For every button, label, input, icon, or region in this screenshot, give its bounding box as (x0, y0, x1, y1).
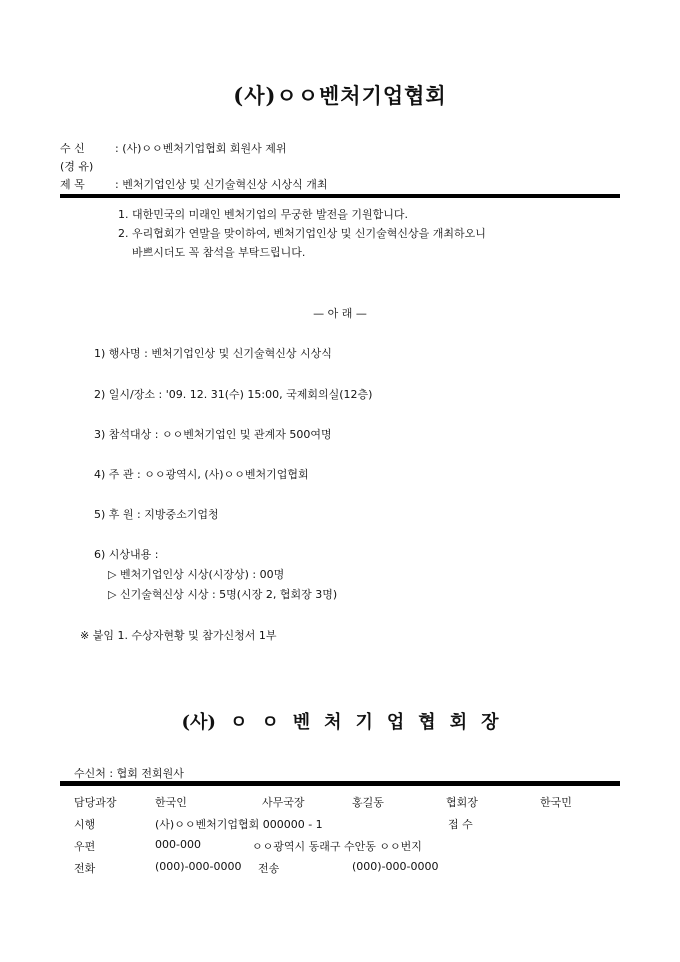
to-value: : (사)ㅇㅇ벤처기업협회 회원사 제위 (115, 142, 287, 155)
recipients-line: 수신처 : 협회 전회원사 (74, 767, 184, 780)
closing-char: 벤 (292, 712, 311, 733)
item-organizer: 4) 주 관 : ㅇㅇ광역시, (사)ㅇㅇ벤처기업협회 (94, 468, 309, 481)
closing-char: 협 (418, 712, 436, 733)
item-award-contents: 6) 시상내용 : (94, 548, 159, 561)
closing-char: ㅇ (229, 712, 248, 733)
paragraph-1: 1. 대한민국의 미래인 벤처기업의 무궁한 발전을 기원합니다. (118, 208, 408, 221)
award-sub-item-2: ▷ 신기술혁신상 시상 : 5명(시장 2, 협회장 3명) (108, 588, 338, 601)
footer-name-3: 한국민 (540, 796, 572, 809)
notice-heading: — 아 래 — (313, 307, 367, 320)
item-attendees: 3) 참석대상 : ㅇㅇ벤처기업인 및 관계자 500여명 (94, 428, 332, 441)
footer-phone-label: 전화 (74, 862, 96, 875)
item-date-place: 2) 일시/장소 : '09. 12. 31(수) 15:00, 국제회의실(12층) (94, 388, 373, 401)
footer-role-2: 사무국장 (262, 796, 305, 809)
to-label: 수 신 (60, 142, 85, 155)
header-rule (60, 194, 620, 198)
award-sub-item-1: ▷ 벤처기업인상 시상(시장상) : 00명 (108, 568, 285, 581)
closing-char: ㅇ (261, 712, 279, 733)
paragraph-2-line2: 바쁘시더도 꼭 참석을 부탁드립니다. (132, 246, 306, 259)
document-title: (사)ㅇㅇ벤처기업협회 (233, 83, 447, 108)
closing-char: 업 (386, 712, 405, 733)
footer-fax-label: 전송 (258, 862, 280, 875)
item-sponsor: 5) 후 원 : 지방중소기업청 (94, 508, 219, 521)
footer-receipt-label: 접 수 (448, 818, 473, 831)
paragraph-2-line1: 2. 우리협회가 연말을 맞이하여, 벤처기업인상 및 신기술혁신상을 개최하오니 (118, 227, 486, 240)
footer-enforce-label: 시행 (74, 818, 96, 831)
footer-fax-value: (000)-000-0000 (352, 860, 439, 873)
subject-value: : 벤처기업인상 및 신기술혁신상 시상식 개최 (115, 178, 328, 191)
footer-enforce-value: (사)ㅇㅇ벤처기업협회 000000 - 1 (155, 818, 323, 831)
footer-phone-value: (000)-000-0000 (155, 860, 242, 873)
closing-char: 회 (449, 712, 468, 733)
via-label: (경 유) (60, 160, 94, 173)
footer-rule (60, 781, 620, 786)
footer-name-2: 홍길동 (352, 796, 384, 809)
closing-signature (0, 708, 680, 734)
item-event-name: 1) 행사명 : 벤처기업인상 및 신기술혁신상 시상식 (94, 347, 332, 360)
footer-postal-label: 우편 (74, 840, 96, 853)
closing-char: 처 (324, 712, 342, 733)
closing-char: 장 (481, 712, 499, 733)
footer-name-1: 한국인 (155, 796, 187, 809)
footer-role-3: 협회장 (446, 796, 478, 809)
footer-postal-value: 000-000 (155, 838, 201, 851)
closing-char: 기 (355, 712, 373, 733)
subject-label: 제 목 (60, 178, 85, 191)
footer-role-1: 담당과장 (74, 796, 117, 809)
closing-char: (사) (181, 712, 216, 733)
attachment-note: ※ 붙임 1. 수상자현황 및 참가신청서 1부 (80, 629, 277, 642)
footer-address: ㅇㅇ광역시 동래구 수안동 ㅇㅇ번지 (252, 840, 422, 853)
